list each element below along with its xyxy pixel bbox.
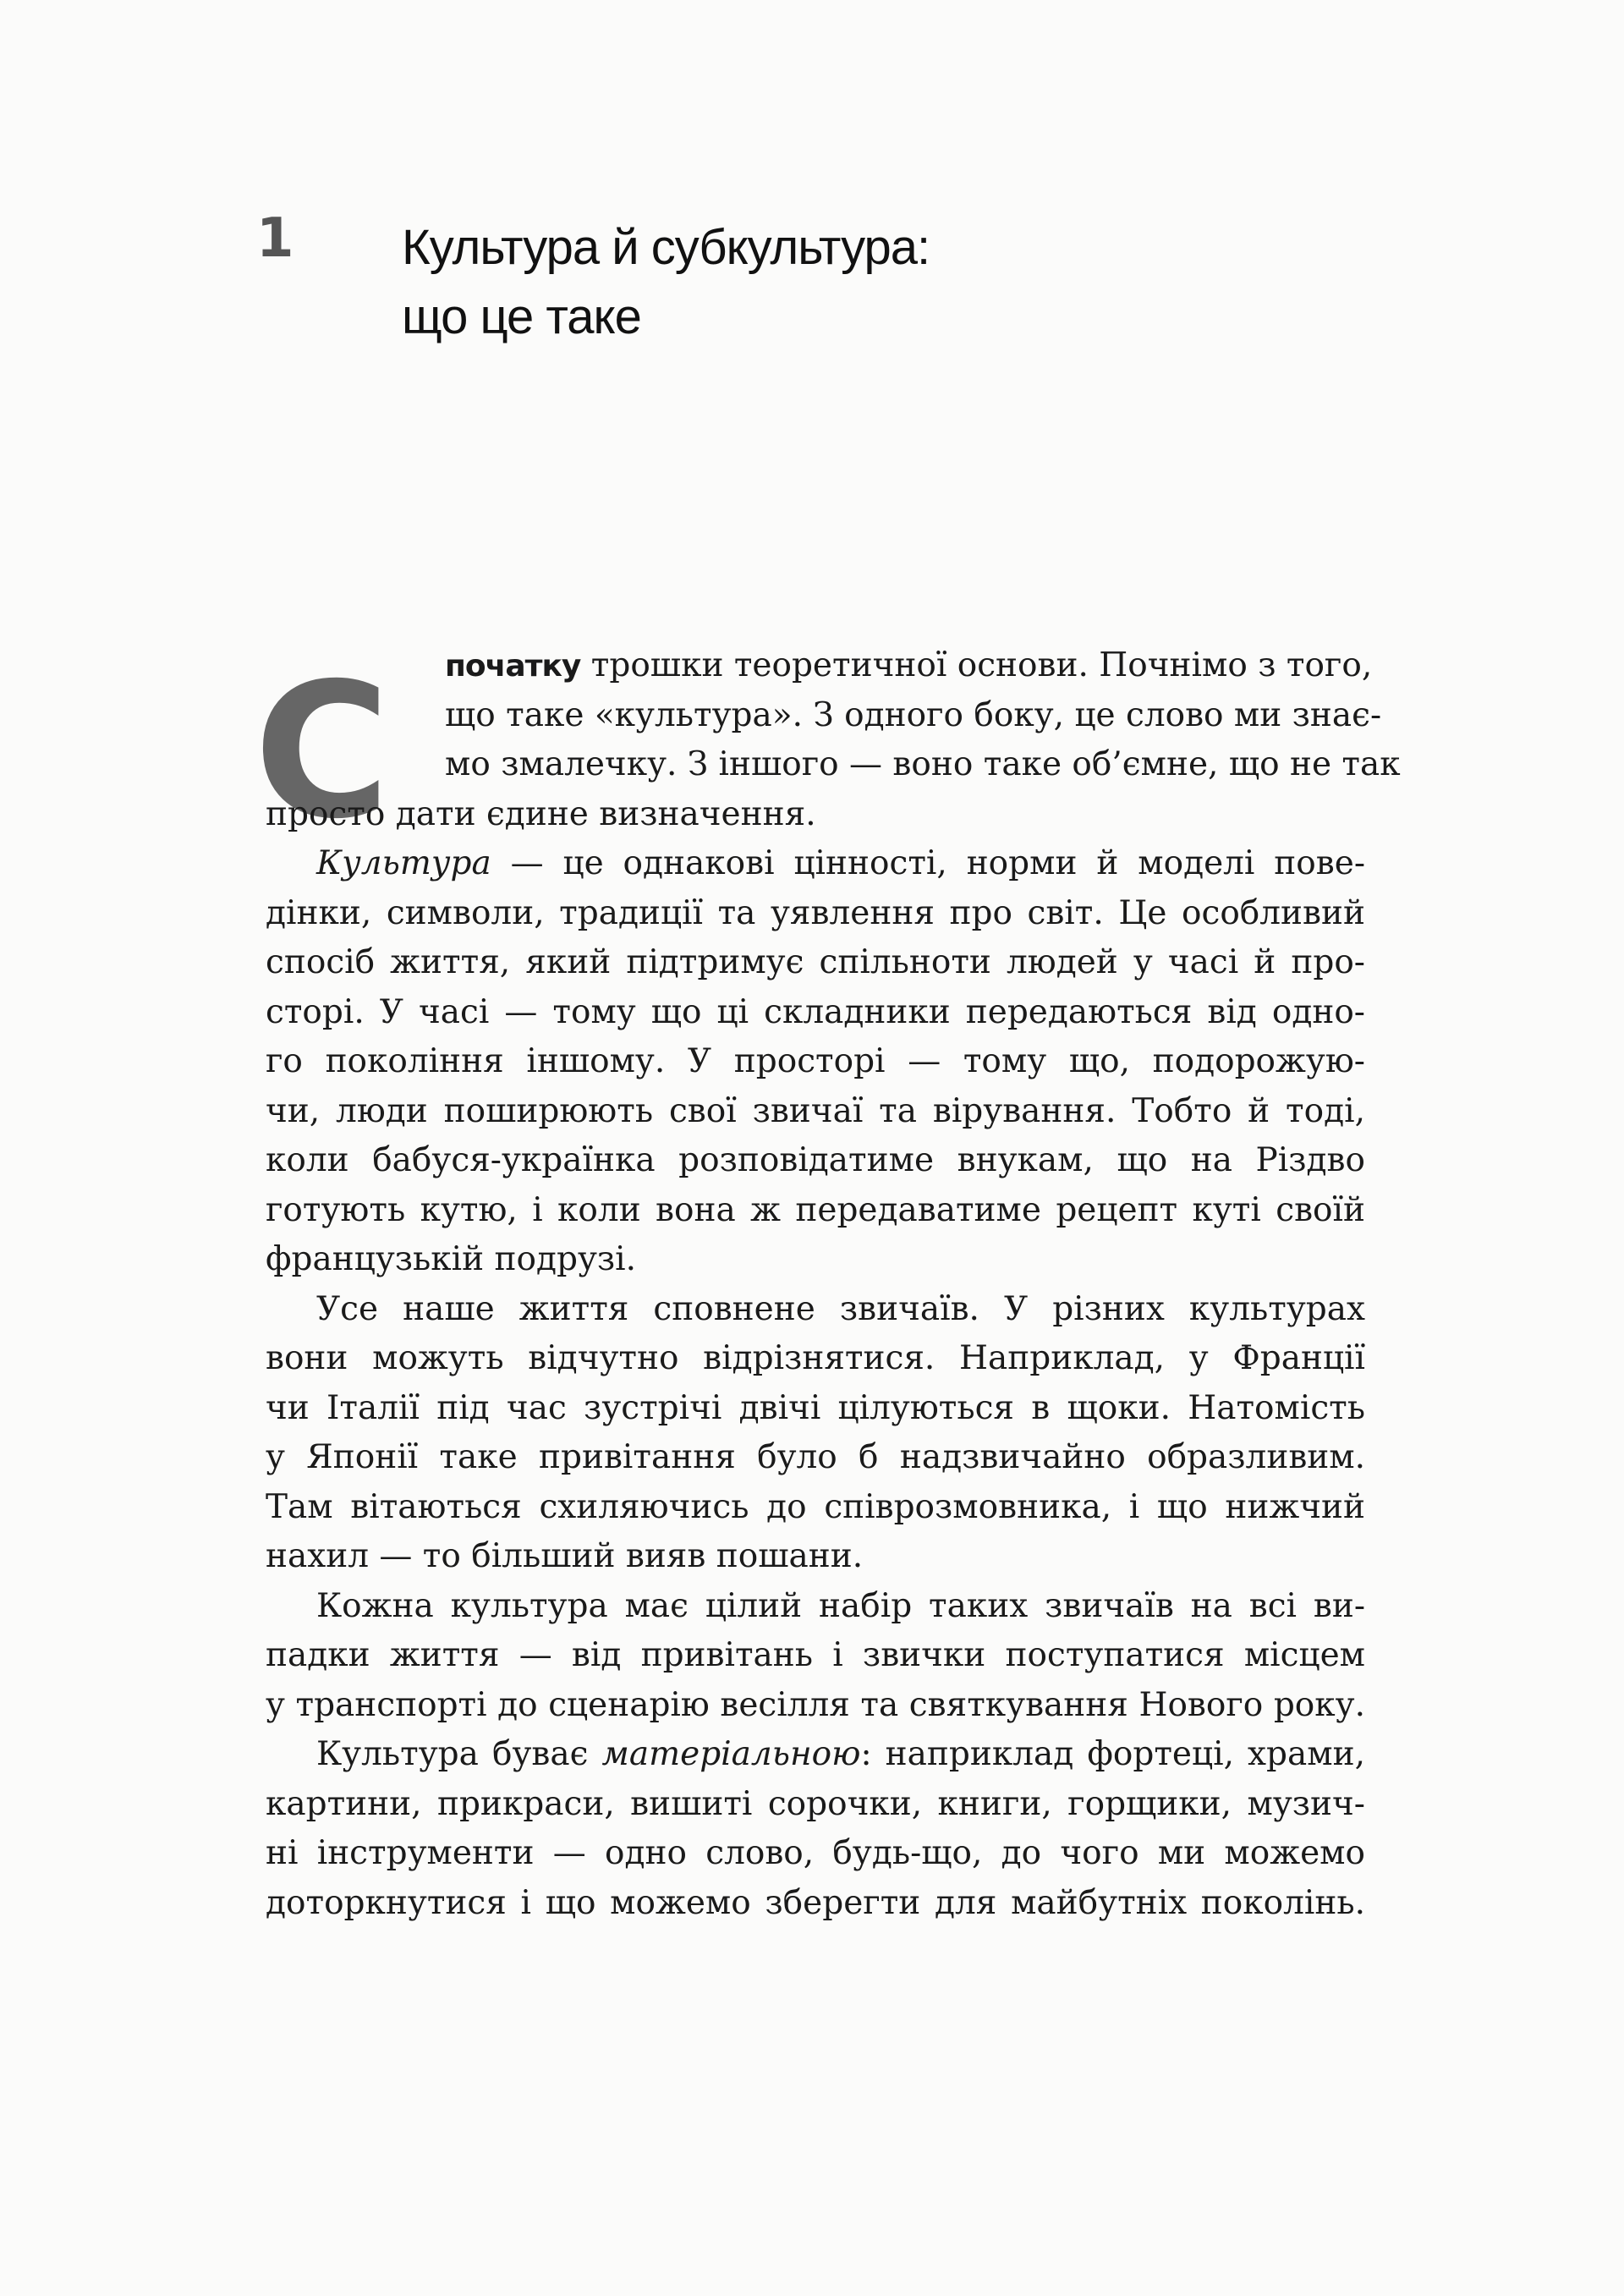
term-material: матеріальною bbox=[601, 1735, 861, 1773]
chapter-title-line-1: Культура й субкультура: bbox=[402, 220, 930, 275]
text-line: Кожна культура має цілий набір таких звичаїв на всі ви- bbox=[316, 1586, 1365, 1625]
text-line: коли бабуся-українка розповідатиме внукам, що на Різдво bbox=[266, 1141, 1365, 1179]
chapter-title-line-2: що це таке bbox=[402, 289, 641, 344]
drop-cap: С bbox=[254, 643, 391, 860]
text-line: французькій подрузі. bbox=[266, 1240, 637, 1278]
text-line: нахил — то більший вияв пошани. bbox=[266, 1537, 864, 1575]
text-line bbox=[266, 1730, 1365, 1780]
text-fragment: трошки теоретичної основи. Почнімо з того, bbox=[580, 646, 1373, 684]
text-line: готують кутю, і коли вона ж передаватиме рецепт куті своїй bbox=[266, 1190, 1365, 1229]
text-line: вони можуть відчутно відрізнятися. Наприклад, у Франції bbox=[266, 1339, 1365, 1377]
text-line: просто дати єдине визначення. bbox=[266, 794, 816, 833]
text-line: мо змалечку. З іншого — воно таке об’ємне, що не так bbox=[445, 745, 1401, 783]
text-line: Усе наше життя сповнене звичаїв. У різних культурах bbox=[316, 1289, 1365, 1328]
term-culture: Культура bbox=[316, 844, 491, 882]
text-line: сторі. У часі — тому що ці складники передаються від одно- bbox=[266, 992, 1365, 1031]
text-line bbox=[266, 641, 1373, 691]
paragraph-3 bbox=[266, 1285, 1365, 1582]
text-line: падки життя — від привітань і звички поступатися місцем bbox=[266, 1636, 1365, 1674]
text-line bbox=[266, 839, 1365, 889]
text-fragment: — це однакові цінності, норми й моделі пове- bbox=[491, 844, 1365, 882]
paragraph-5 bbox=[266, 1730, 1365, 1928]
text-line: у транспорті до сценарію весілля та святкування Нового року. bbox=[266, 1685, 1365, 1724]
paragraph-4 bbox=[266, 1582, 1365, 1731]
text-line: го покоління іншому. У просторі — тому що, подорожую- bbox=[266, 1042, 1365, 1080]
text-line: спосіб життя, який підтримує спільноти людей у часі й про- bbox=[266, 943, 1365, 981]
lead-word: початку bbox=[445, 649, 581, 684]
text-line: у Японії таке привітання було б надзвичайно образливим. bbox=[266, 1438, 1365, 1476]
text-line: картини, прикраси, вишиті сорочки, книги, горщики, музич- bbox=[266, 1784, 1365, 1823]
text-fragment: Культура буває bbox=[316, 1735, 602, 1773]
text-line: що таке «культура». З одного боку, це слово ми знає- bbox=[445, 695, 1382, 734]
text-line: чи, люди поширюють свої звичаї та вірування. Тобто й тоді, bbox=[266, 1091, 1365, 1130]
text-line: ні інструменти — одно слово, будь-що, до чого ми можемо bbox=[266, 1834, 1365, 1872]
text-fragment: : наприклад фортеці, храми, bbox=[860, 1735, 1365, 1773]
text-line: Там вітаються схиляючись до співрозмовника, і що нижчий bbox=[266, 1487, 1365, 1526]
paragraph-1 bbox=[266, 641, 1401, 839]
text-line: дінки, символи, традиції та уявлення про світ. Це особливий bbox=[266, 893, 1365, 932]
chapter-number: 1 bbox=[256, 207, 294, 270]
text-line: чи Італії під час зустрічі двічі цілуються в щоки. Натомість bbox=[266, 1388, 1365, 1427]
text-line: доторкнутися і що можемо зберегти для майбутніх поколінь. bbox=[266, 1883, 1365, 1922]
body-text bbox=[266, 641, 1401, 1928]
paragraph-2 bbox=[266, 839, 1365, 1285]
chapter-title bbox=[402, 213, 930, 352]
